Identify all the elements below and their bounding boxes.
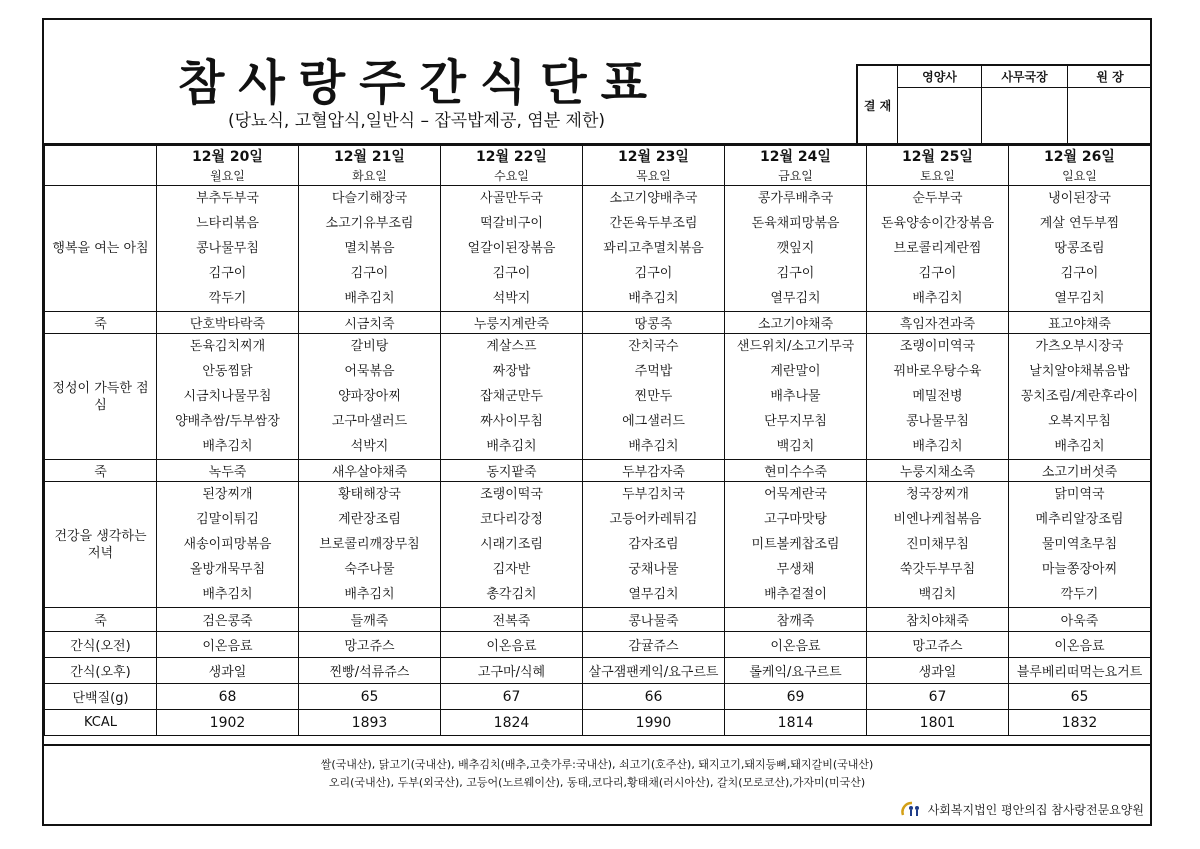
- porridge-row: [45, 460, 1151, 482]
- menu-item: 백김치: [918, 587, 957, 602]
- menu-cell: 67: [867, 684, 1009, 710]
- row-label: 단백질(g): [45, 684, 157, 710]
- menu-cell: 생과일: [867, 658, 1009, 684]
- approval-signer-label: 영양사: [898, 66, 981, 88]
- menu-cell: 이온음료: [441, 632, 583, 658]
- row-label: 죽: [45, 608, 157, 632]
- day-date: 12월 20일: [192, 148, 263, 165]
- menu-sheet: [42, 18, 1152, 826]
- kcal-row: [45, 710, 1151, 736]
- day-of-week: 월요일: [210, 168, 245, 183]
- day-date: 12월 24일: [760, 148, 831, 165]
- menu-cell: 새우살야채죽: [299, 460, 441, 482]
- menu-cell: 68: [157, 684, 299, 710]
- dinner-row: [45, 482, 1151, 608]
- menu-item: 숙주나물: [344, 562, 395, 577]
- menu-item: 열무김치: [1054, 291, 1105, 306]
- menu-cell: 망고쥬스: [299, 632, 441, 658]
- menu-item: 열무김치: [770, 291, 821, 306]
- day-of-week: 수요일: [494, 168, 529, 183]
- menu-cell: [725, 334, 867, 460]
- menu-item: 어묵볶음: [344, 364, 395, 379]
- menu-item: 어묵계란국: [764, 487, 827, 502]
- menu-item: 콩나물무침: [906, 414, 969, 429]
- menu-cell: 생과일: [157, 658, 299, 684]
- approval-signer-director: [1068, 66, 1152, 145]
- menu-item: 짜장밥: [492, 364, 531, 379]
- menu-item: 열무김치: [628, 587, 679, 602]
- menu-cell: [441, 334, 583, 460]
- menu-cell: 누룽지채소죽: [867, 460, 1009, 482]
- menu-cell: 참깨죽: [725, 608, 867, 632]
- menu-cell: [299, 334, 441, 460]
- menu-item: 김말이튀김: [196, 512, 259, 527]
- organization-logo-icon: [900, 800, 924, 818]
- menu-item: 냉이된장국: [1048, 191, 1111, 206]
- row-label: 행복을 여는 아침: [45, 186, 157, 312]
- weekly-menu-table: [44, 145, 1151, 736]
- menu-cell: 69: [725, 684, 867, 710]
- menu-item: 물미역초무침: [1041, 537, 1118, 552]
- menu-cell: 65: [1009, 684, 1151, 710]
- menu-item: 소고기양배추국: [609, 191, 698, 206]
- menu-cell: 검은콩죽: [157, 608, 299, 632]
- menu-cell: [1009, 334, 1151, 460]
- day-header: [867, 146, 1009, 186]
- menu-cell: [867, 334, 1009, 460]
- menu-item: 계란말이: [770, 364, 821, 379]
- day-of-week: 일요일: [1062, 168, 1097, 183]
- menu-item: 브로콜리깨장무침: [319, 537, 420, 552]
- menu-item: 배추김치: [202, 587, 253, 602]
- menu-item: 배추김치: [344, 587, 395, 602]
- menu-item: 다슬기해장국: [331, 191, 408, 206]
- menu-item: 배추나물: [770, 389, 821, 404]
- menu-item: 콩가루배추국: [757, 191, 834, 206]
- menu-cell: 1814: [725, 710, 867, 736]
- menu-cell: [299, 186, 441, 312]
- menu-item: 소고기유부조림: [325, 216, 414, 231]
- menu-item: 계살스프: [486, 339, 537, 354]
- menu-cell: [1009, 186, 1151, 312]
- menu-item: 궁채나물: [628, 562, 679, 577]
- menu-item: 콩나물무침: [196, 241, 259, 256]
- menu-item: 배추김치: [1054, 439, 1105, 454]
- day-header: [725, 146, 867, 186]
- approval-label: 결 재: [858, 66, 898, 145]
- menu-item: 사골만두국: [480, 191, 543, 206]
- day-date: 12월 26일: [1044, 148, 1115, 165]
- menu-item: 청국장찌개: [906, 487, 969, 502]
- menu-item: 순두부국: [912, 191, 963, 206]
- menu-item: 양파장아찌: [338, 389, 401, 404]
- menu-item: 땅콩조림: [1054, 241, 1105, 256]
- menu-item: 시래기조림: [480, 537, 543, 552]
- day-header: [299, 146, 441, 186]
- menu-item: 돈육채피망볶음: [751, 216, 840, 231]
- day-of-week: 목요일: [636, 168, 671, 183]
- menu-cell: 녹두죽: [157, 460, 299, 482]
- menu-item: 짜사이무침: [480, 414, 543, 429]
- menu-item: 미트볼케찹조림: [751, 537, 840, 552]
- menu-item: 배추김치: [628, 291, 679, 306]
- menu-item: 석박지: [350, 439, 389, 454]
- menu-cell: 두부감자죽: [583, 460, 725, 482]
- menu-cell: 누룽지계란죽: [441, 312, 583, 334]
- menu-item: 조랭이미역국: [899, 339, 976, 354]
- organization: [900, 800, 1144, 818]
- menu-item: 새송이피망볶음: [183, 537, 272, 552]
- menu-cell: 현미수수죽: [725, 460, 867, 482]
- menu-item: 김구이: [208, 266, 247, 281]
- snack-pm-row: [45, 658, 1151, 684]
- menu-item: 고등어카레튀김: [609, 512, 698, 527]
- menu-cell: 1990: [583, 710, 725, 736]
- menu-item: 황태해장국: [338, 487, 401, 502]
- footer: [44, 744, 1150, 824]
- menu-cell: [157, 482, 299, 608]
- menu-item: 배추김치: [486, 439, 537, 454]
- origin-line: 오리(국내산), 두부(외국산), 고등어(노르웨이산), 동태,코다리,황태채(러시아산), 갈치(모로코산),가자미(미국산): [328, 776, 866, 789]
- menu-cell: 이온음료: [725, 632, 867, 658]
- menu-item: 느타리볶음: [196, 216, 259, 231]
- menu-item: 배추김치: [202, 439, 253, 454]
- origin-line: 쌀(국내산), 닭고기(국내산), 배추김치(배추,고춧가루:국내산), 쇠고기(호주산), 돼지고기,돼지등뼈,돼지갈비(국내산): [320, 758, 874, 771]
- menu-cell: 시금치죽: [299, 312, 441, 334]
- menu-item: 단무지무침: [764, 414, 827, 429]
- menu-item: 배추김치: [628, 439, 679, 454]
- menu-item: 배추김치: [344, 291, 395, 306]
- menu-item: 김구이: [634, 266, 673, 281]
- approval-box: [856, 64, 1150, 145]
- menu-item: 고구마맛탕: [764, 512, 827, 527]
- menu-item: 양배추쌈/두부쌈장: [175, 414, 280, 429]
- day-date: 12월 23일: [618, 148, 689, 165]
- menu-item: 조랭이떡국: [480, 487, 543, 502]
- menu-cell: [725, 186, 867, 312]
- row-label: 정성이 가득한 점심: [45, 334, 157, 460]
- menu-item: 올방개묵무침: [189, 562, 266, 577]
- page-subtitle: (당뇨식, 고혈압식,일반식 – 잡곡밥제공, 염분 제한): [228, 111, 606, 131]
- menu-cell: 표고야채죽: [1009, 312, 1151, 334]
- menu-item: 배추김치: [912, 291, 963, 306]
- menu-item: 돈육김치찌개: [189, 339, 266, 354]
- menu-cell: 소고기야채죽: [725, 312, 867, 334]
- menu-cell: [1009, 482, 1151, 608]
- snack-am-row: [45, 632, 1151, 658]
- menu-cell: 망고쥬스: [867, 632, 1009, 658]
- menu-item: 가츠오부시장국: [1035, 339, 1124, 354]
- menu-item: 계란장조림: [338, 512, 401, 527]
- menu-cell: [583, 482, 725, 608]
- menu-cell: [725, 482, 867, 608]
- row-label: 죽: [45, 312, 157, 334]
- menu-item: 브로콜리계란찜: [893, 241, 982, 256]
- menu-cell: 1902: [157, 710, 299, 736]
- approval-signer-label: 원 장: [1068, 66, 1152, 88]
- approval-signer-manager: [982, 66, 1068, 145]
- menu-cell: 이온음료: [157, 632, 299, 658]
- menu-cell: 찐빵/석류쥬스: [299, 658, 441, 684]
- menu-item: 주먹밥: [634, 364, 673, 379]
- menu-item: 떡갈비구이: [480, 216, 543, 231]
- menu-item: 돈육양송이간장볶음: [880, 216, 995, 231]
- day-of-week: 화요일: [352, 168, 387, 183]
- row-label: 간식(오전): [45, 632, 157, 658]
- menu-item: 메밀전병: [912, 389, 963, 404]
- menu-item: 비엔나케첩볶음: [893, 512, 982, 527]
- row-label: 죽: [45, 460, 157, 482]
- menu-item: 부추두부국: [196, 191, 259, 206]
- breakfast-row: [45, 186, 1151, 312]
- menu-item: 오복지무침: [1048, 414, 1111, 429]
- menu-item: 샌드위치/소고기무국: [736, 339, 855, 354]
- menu-cell: 참치야채죽: [867, 608, 1009, 632]
- day-header: [441, 146, 583, 186]
- row-label: KCAL: [45, 710, 157, 736]
- menu-cell: [583, 186, 725, 312]
- row-label: 건강을 생각하는 저녁: [45, 482, 157, 608]
- menu-cell: 흑임자견과죽: [867, 312, 1009, 334]
- menu-item: 깍두기: [208, 291, 247, 306]
- menu-item: 꽈리고추멸치볶음: [603, 241, 704, 256]
- menu-item: 깍두기: [1060, 587, 1099, 602]
- menu-cell: 들깨죽: [299, 608, 441, 632]
- menu-item: 김구이: [918, 266, 957, 281]
- menu-item: 깻잎지: [776, 241, 815, 256]
- menu-cell: 1832: [1009, 710, 1151, 736]
- menu-item: 계살 연두부찜: [1039, 216, 1120, 231]
- menu-cell: [441, 186, 583, 312]
- date-header-row: [45, 146, 1151, 186]
- menu-item: 김자반: [492, 562, 531, 577]
- menu-cell: 66: [583, 684, 725, 710]
- menu-cell: 1824: [441, 710, 583, 736]
- menu-item: 잔치국수: [628, 339, 679, 354]
- header: [44, 20, 1150, 145]
- porridge-row: [45, 312, 1151, 334]
- menu-item: 배추김치: [912, 439, 963, 454]
- menu-item: 석박지: [492, 291, 531, 306]
- menu-cell: 이온음료: [1009, 632, 1151, 658]
- menu-item: 코다리강정: [480, 512, 543, 527]
- menu-item: 된장찌개: [202, 487, 253, 502]
- menu-item: 마늘쫑장아찌: [1041, 562, 1118, 577]
- menu-item: 시금치나물무침: [183, 389, 272, 404]
- menu-item: 갈비탕: [350, 339, 389, 354]
- menu-cell: 65: [299, 684, 441, 710]
- menu-item: 멸치볶음: [344, 241, 395, 256]
- porridge-row: [45, 608, 1151, 632]
- page-title: 참사랑주간식단표: [178, 55, 661, 111]
- menu-cell: 67: [441, 684, 583, 710]
- menu-cell: 살구잼팬케익/요구르트: [583, 658, 725, 684]
- menu-item: 쑥갓두부무침: [899, 562, 976, 577]
- menu-item: 김구이: [350, 266, 389, 281]
- menu-item: 김구이: [776, 266, 815, 281]
- menu-cell: [867, 482, 1009, 608]
- menu-cell: [157, 186, 299, 312]
- menu-item: 김구이: [492, 266, 531, 281]
- menu-item: 두부김치국: [622, 487, 685, 502]
- menu-item: 날치알야채볶음밥: [1029, 364, 1130, 379]
- menu-item: 총각김치: [486, 587, 537, 602]
- menu-item: 고구마샐러드: [331, 414, 408, 429]
- menu-item: 김구이: [1060, 266, 1099, 281]
- menu-item: 에그샐러드: [622, 414, 685, 429]
- organization-name: 사회복지법인 평안의집 참사랑전문요양원: [927, 802, 1144, 817]
- day-date: 12월 22일: [476, 148, 547, 165]
- menu-item: 찐만두: [634, 389, 673, 404]
- menu-cell: 롤케익/요구르트: [725, 658, 867, 684]
- menu-item: 꿔바로우탕수육: [893, 364, 982, 379]
- menu-item: 꽁치조림/계란후라이: [1020, 389, 1139, 404]
- menu-item: 무생채: [776, 562, 815, 577]
- protein-row: [45, 684, 1151, 710]
- menu-item: 배추겉절이: [764, 587, 827, 602]
- menu-item: 잡채군만두: [480, 389, 543, 404]
- menu-item: 안동찜닭: [202, 364, 253, 379]
- menu-cell: 블루베리떠먹는요거트: [1009, 658, 1151, 684]
- menu-item: 메추리알장조림: [1035, 512, 1124, 527]
- menu-cell: 1801: [867, 710, 1009, 736]
- day-of-week: 금요일: [778, 168, 813, 183]
- menu-cell: [867, 186, 1009, 312]
- menu-cell: 단호박타락죽: [157, 312, 299, 334]
- day-header: [583, 146, 725, 186]
- menu-cell: [441, 482, 583, 608]
- menu-cell: 콩나물죽: [583, 608, 725, 632]
- menu-item: 백김치: [776, 439, 815, 454]
- day-header: [157, 146, 299, 186]
- menu-cell: [157, 334, 299, 460]
- day-header: [1009, 146, 1151, 186]
- approval-signer-nutritionist: [898, 66, 982, 145]
- day-date: 12월 21일: [334, 148, 405, 165]
- menu-item: 간돈육두부조림: [609, 216, 698, 231]
- menu-item: 얼갈이된장볶음: [467, 241, 556, 256]
- menu-cell: [299, 482, 441, 608]
- menu-cell: 감귤쥬스: [583, 632, 725, 658]
- menu-cell: 전복죽: [441, 608, 583, 632]
- lunch-row: [45, 334, 1151, 460]
- menu-item: 진미채무침: [906, 537, 969, 552]
- corner-cell: [45, 146, 157, 186]
- menu-cell: 땅콩죽: [583, 312, 725, 334]
- menu-cell: [583, 334, 725, 460]
- menu-item: 닭미역국: [1054, 487, 1105, 502]
- approval-signer-label: 사무국장: [982, 66, 1067, 88]
- day-date: 12월 25일: [902, 148, 973, 165]
- day-of-week: 토요일: [920, 168, 955, 183]
- row-label: 간식(오후): [45, 658, 157, 684]
- menu-cell: 아욱죽: [1009, 608, 1151, 632]
- menu-cell: 소고기버섯죽: [1009, 460, 1151, 482]
- menu-item: 감자조림: [628, 537, 679, 552]
- menu-cell: 동지팥죽: [441, 460, 583, 482]
- menu-cell: 1893: [299, 710, 441, 736]
- menu-cell: 고구마/식혜: [441, 658, 583, 684]
